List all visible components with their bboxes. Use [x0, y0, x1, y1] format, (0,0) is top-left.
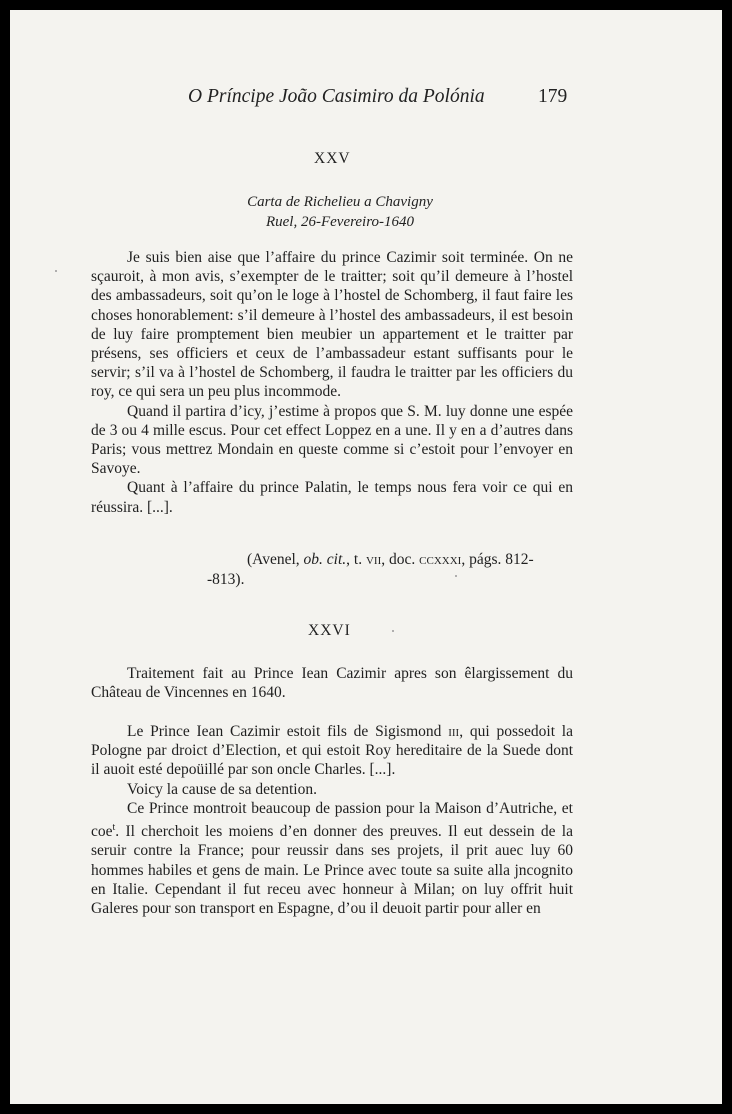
print-speck [455, 575, 457, 577]
narrative-paragraph-2: Voicy la cause de sa detention. [127, 780, 317, 798]
p1-roman-numeral: iii [448, 723, 460, 740]
letter-subtitle [160, 192, 520, 232]
document-title: Traitement fait au Prince Iean Cazimir apres son êlargissement du Château de Vincennes en 1640. [91, 665, 573, 702]
citation-line-2: -813). [207, 571, 245, 588]
letter-place-date: Ruel, 26-Fevereiro-1640 [265, 214, 414, 230]
p1-part-a: Le Prince Iean Cazimir estoit fils de Sigismond [127, 723, 449, 740]
print-speck [392, 630, 394, 632]
letter-paragraph-3: Quant à l’affaire du prince Palatin, le temps nous fera voir ce qui en réussira. [...]. [91, 479, 573, 516]
document-title-block [91, 664, 573, 702]
p3-part-b: . Il cherchoit les moiens d’en donner des preuves. Il eut dessein de la seruir contre la France; pour reussir dans ses projets, il prit auec luy 60 hommes habiles et gens de main. Le Prince avec toute sa suite alla jncognito en Italie. Cependant il fut receu avec honneur à Milan; on luy offrit huit Galeres pour son transport en Espagne, d’ou il deuoit partir pour aller en [91, 823, 573, 917]
citation-line-1 [91, 550, 573, 570]
narrative-body [91, 722, 573, 918]
letter-paragraph-2: Quand il partira d’icy, j’estime à propos que S. M. luy donne une espée de 3 ou 4 mille escus. Pour cet effect Loppez en a une. Il y en a d’autres dans Paris; vous mettrez Mondain en queste comme si c’estoit pour l’envoyer en Savoye. [91, 402, 573, 478]
citation-t-prefix: , t. [346, 551, 366, 568]
page-number: 179 [538, 86, 568, 107]
citation-pages-first: , págs. 812- [461, 551, 534, 568]
page-header [10, 86, 722, 112]
letter-paragraph-1: Je suis bien aise que l’affaire du prince Cazimir soit terminée. On ne sçauroit, à mon avis, s’exempter de le traitter; soit qu’il demeure à l’hostel des ambassadeurs, soit qu’on le loge à l’hostel de Schomberg, il faut faire les choses honorablement: s’il demeure à l’hostel des ambassadeurs, il est besoin de luy faire promptement bien meubier un appartement et le traitter par présens, ses officiers et ceux de l’ambassadeur estant suffisants pour le servir; s’il va à l’hostel de Schomberg, il faudra le traitter par les officiers du roy, ce qui sera un peu plus incommode. [91, 249, 573, 401]
running-title: O Príncipe João Casimiro da Polónia [188, 86, 485, 107]
citation-doc-prefix: , doc. [381, 551, 420, 568]
p3-superscript: t [112, 822, 116, 834]
letter-title: Carta de Richelieu a Chavigny [247, 194, 433, 210]
citation-doc: ccxxxi [419, 551, 462, 568]
document-page [10, 10, 722, 1104]
p3-part-a: Ce Prince montroit beaucoup de passion pour la Maison d’Autriche, et coe [91, 799, 573, 841]
narrative-paragraph-1 [91, 722, 573, 780]
citation-work: ob. cit. [303, 551, 347, 568]
citation-open: (Avenel, [247, 551, 304, 568]
citation-volume: vii [365, 551, 382, 568]
section-heading-xxvi: XXVI [308, 622, 351, 639]
source-citation [91, 550, 573, 590]
narrative-paragraph-3 [91, 799, 573, 918]
section-heading-xxv: XXV [314, 150, 351, 167]
print-speck [55, 270, 57, 272]
p1-part-b: , qui possedoit la Pologne par droict d’Election, et qui estoit Roy hereditaire de la Suede dont il auoit esté depoüillé par son oncle Charles. [...]. [91, 723, 573, 779]
letter-body [91, 248, 573, 517]
